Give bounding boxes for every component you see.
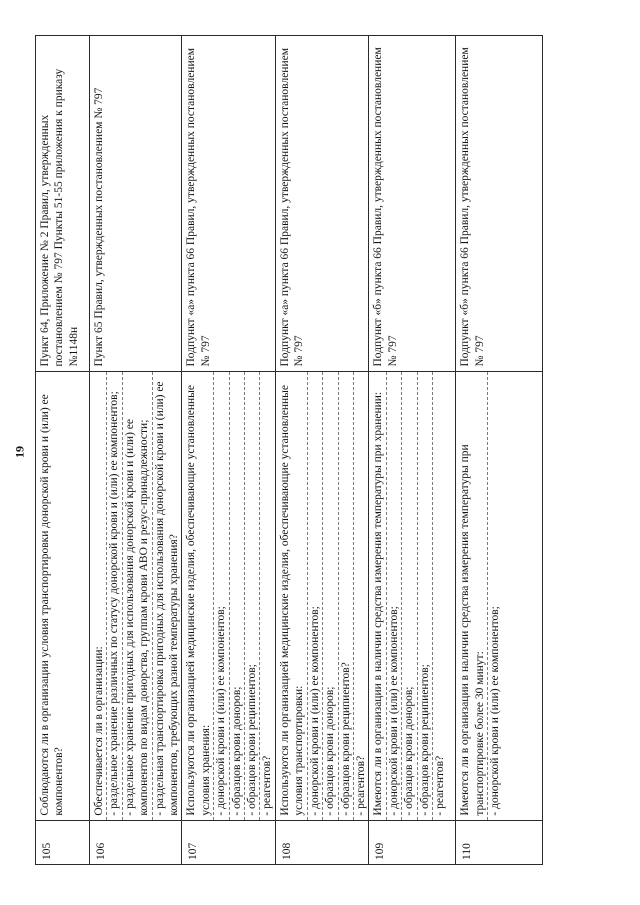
rotated-table-container	[35, 35, 555, 865]
table-row	[182, 36, 275, 865]
table-row	[90, 36, 182, 865]
legal-reference: Пункт 65 Правил, утвержденных постановлением № 797	[90, 36, 182, 372]
table-row	[275, 36, 368, 865]
sub-question: - раздельное хранение пригодных для использования донорской крови и (или) ее компонентов по видам донорства, группам крови АВО и резус-принадлежности;	[122, 372, 152, 820]
row-number: 110	[456, 820, 543, 864]
legal-reference: Подпункт «а» пункта 66 Правил, утвержденных постановлением № 797	[275, 36, 368, 372]
legal-reference: Пункт 64, Приложение № 2 Правил, утвержденных постановлением № 797 Пункты 51-55 приложения к приказу №1148н	[36, 36, 90, 372]
sub-question: - образцов крови доноров;	[401, 372, 416, 820]
sub-question: - образцов крови реципиентов?	[338, 372, 353, 820]
table-row	[456, 36, 543, 865]
row-number: 105	[36, 820, 90, 864]
question-text: Используются ли организацией медицинские изделия, обеспечивающие установленные условия хранения:	[185, 385, 212, 816]
legal-reference: Подпункт «а» пункта 66 Правил, утвержденных постановлением № 797	[182, 36, 275, 372]
row-number: 108	[275, 820, 368, 864]
question-text: Имеются ли в организации в наличии средства измерения температуры при транспортировке более 30 минут:	[459, 444, 486, 816]
sub-question: - донорской крови и (или) ее компонентов;	[307, 372, 322, 820]
question-text: Соблюдаются ли в организации условия транспортировки донорской крови и (или) ее компонентов?	[39, 394, 66, 816]
page-number: 19	[12, 446, 27, 458]
row-number: 107	[182, 820, 275, 864]
legal-reference: Подпункт «б» пункта 66 Правил, утвержденных постановлением № 797	[369, 36, 456, 372]
question-cell	[182, 371, 275, 820]
question-cell	[36, 371, 90, 820]
sub-question: - образцов крови доноров;	[229, 372, 244, 820]
question-cell	[90, 371, 182, 820]
document-table-frame	[35, 35, 555, 865]
sub-question: - образцов крови доноров;	[322, 372, 337, 820]
question-cell	[369, 371, 456, 820]
sub-question: - донорской крови и (или) ее компонентов;	[213, 372, 228, 820]
inspection-checklist-table	[35, 35, 543, 865]
row-number: 109	[369, 820, 456, 864]
question-cell	[275, 371, 368, 820]
legal-reference: Подпункт «б» пункта 66 Правил, утвержденных постановлением № 797	[456, 36, 543, 372]
question-text: Обеспечивается ли в организации:	[93, 646, 105, 816]
row-number: 106	[90, 820, 182, 864]
table-row	[36, 36, 90, 865]
table-row	[369, 36, 456, 865]
question-text: Имеются ли в организации в наличии средства измерения температуры при хранении:	[372, 391, 385, 816]
sub-question: - образцов крови реципиентов;	[244, 372, 259, 820]
sub-question: - реагентов?	[353, 372, 368, 820]
question-cell	[456, 371, 543, 820]
sub-question: - донорской крови и (или) ее компонентов;	[487, 372, 502, 820]
sub-question: - раздельная транспортировка пригодных для использования донорской крови и (или) ее компонентов, требующих разной температуры хранения?	[152, 372, 182, 820]
sub-question: - реагентов?	[259, 372, 274, 820]
sub-question: - донорской крови и (или) ее компонентов;	[386, 372, 401, 820]
sub-question: - реагентов?	[432, 372, 447, 820]
question-text: Используются ли организацией медицинские изделия, обеспечивающие установленные условия транспортировки:	[278, 385, 306, 816]
sub-question: - раздельное хранение различных по статусу донорской крови и (или) ее компонентов;	[106, 372, 121, 820]
sub-question: - образцов крови реципиентов;	[417, 372, 432, 820]
